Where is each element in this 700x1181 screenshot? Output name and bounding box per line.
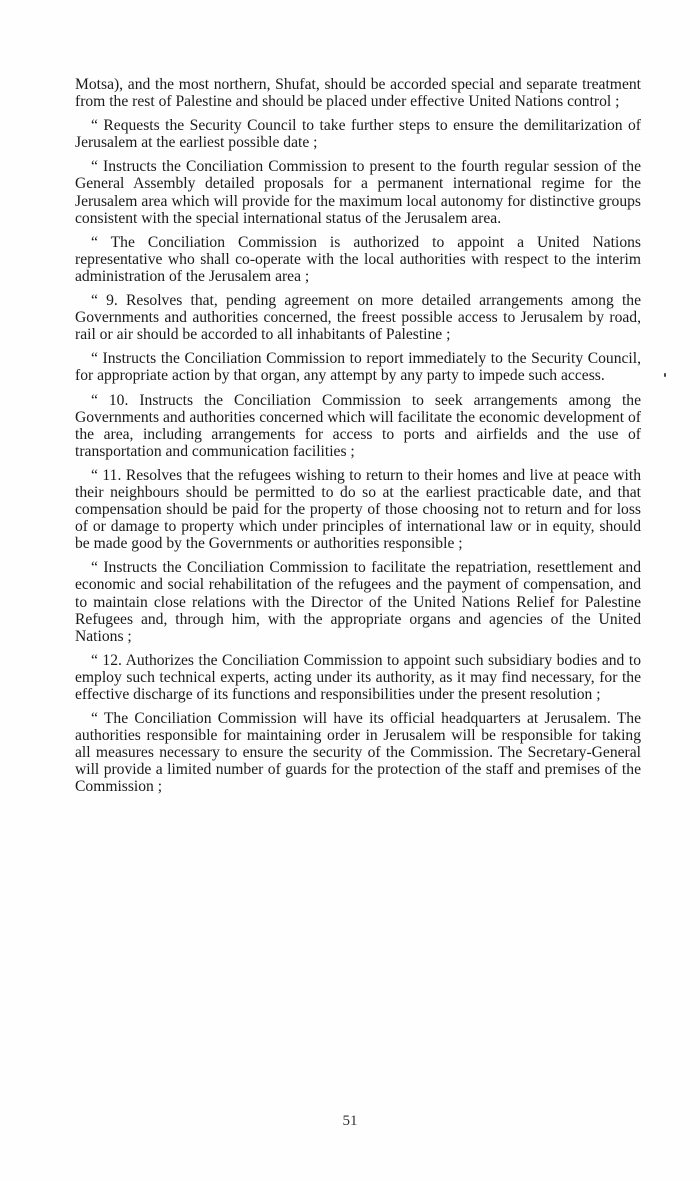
paragraph-repatriation: “ Instructs the Conciliation Commission to facilitate the repatriation, resettlement and economic and social rehabilitation of the refugees and the payment of compensation, and to maintain close relations with the Director of the United Nations Relief for Palestine Refugees and, through him, with the appropriate organs and agencies of the United Nations ; bbox=[75, 559, 641, 645]
paragraph-international-regime: “ Instructs the Conciliation Commission to present to the fourth regular session of the General Assembly detailed proposals for a permanent international regime for the Jerusalem area which will provide for the maximum local autonomy for distinctive groups consistent with the special international status of the Jerusalem area. bbox=[75, 158, 641, 227]
body-text bbox=[75, 76, 641, 803]
ink-speck bbox=[664, 373, 666, 377]
paragraph-security-council-demilitarization: “ Requests the Security Council to take further steps to ensure the demilitarization of Jerusalem at the earliest possible date ; bbox=[75, 117, 641, 152]
paragraph-continuation: Motsa), and the most northern, Shufat, should be accorded special and separate treatment from the rest of Palestine and should be placed under effective United Nations control ; bbox=[75, 76, 641, 111]
paragraph-10-economic-development: “ 10. Instructs the Conciliation Commission to seek arrangements among the Governments and authorities concerned which will facilitate the economic development of the area, including arrangements for access to ports and airfields and the use of transportation and communication facilities ; bbox=[75, 391, 641, 460]
paragraph-9-access: “ 9. Resolves that, pending agreement on more detailed arrangements among the Governments and authorities concerned, the freest possible access to Jerusalem by road, rail or air should be accorded to all inhabitants of Palestine ; bbox=[75, 292, 641, 344]
paragraph-12-subsidiary-bodies: “ 12. Authorizes the Conciliation Commission to appoint such subsidiary bodies and to employ such technical experts, acting under its authority, as it may find necessary, for the effective discharge of its functions and responsibilities under the present resolution ; bbox=[75, 651, 641, 703]
page-number: 51 bbox=[342, 1113, 358, 1129]
paragraph-report-impediments: “ Instructs the Conciliation Commission to report immediately to the Security Council, for appropriate action by that organ, any attempt by any party to impede such access. bbox=[75, 350, 641, 385]
paragraph-headquarters: “ The Conciliation Commission will have its official headquarters at Jerusalem. The authorities responsible for maintaining order in Jerusalem will be responsible for taking all measures necessary to ensure the security of the Commission. The Secretary-General will provide a limited number of guards for the protection of the staff and premises of the Commission ; bbox=[75, 710, 641, 796]
paragraph-un-representative: “ The Conciliation Commission is authorized to appoint a United Nations representative who shall co-operate with the local authorities with respect to the interim administration of the Jerusalem area ; bbox=[75, 233, 641, 285]
paragraph-11-refugees: “ 11. Resolves that the refugees wishing to return to their homes and live at peace with their neighbours should be permitted to do so at the earliest practicable date, and that compensation should be paid for the property of those choosing not to return and for loss of or damage to property which under principles of international law or in equity, should be made good by the Governments or authorities responsible ; bbox=[75, 466, 641, 553]
